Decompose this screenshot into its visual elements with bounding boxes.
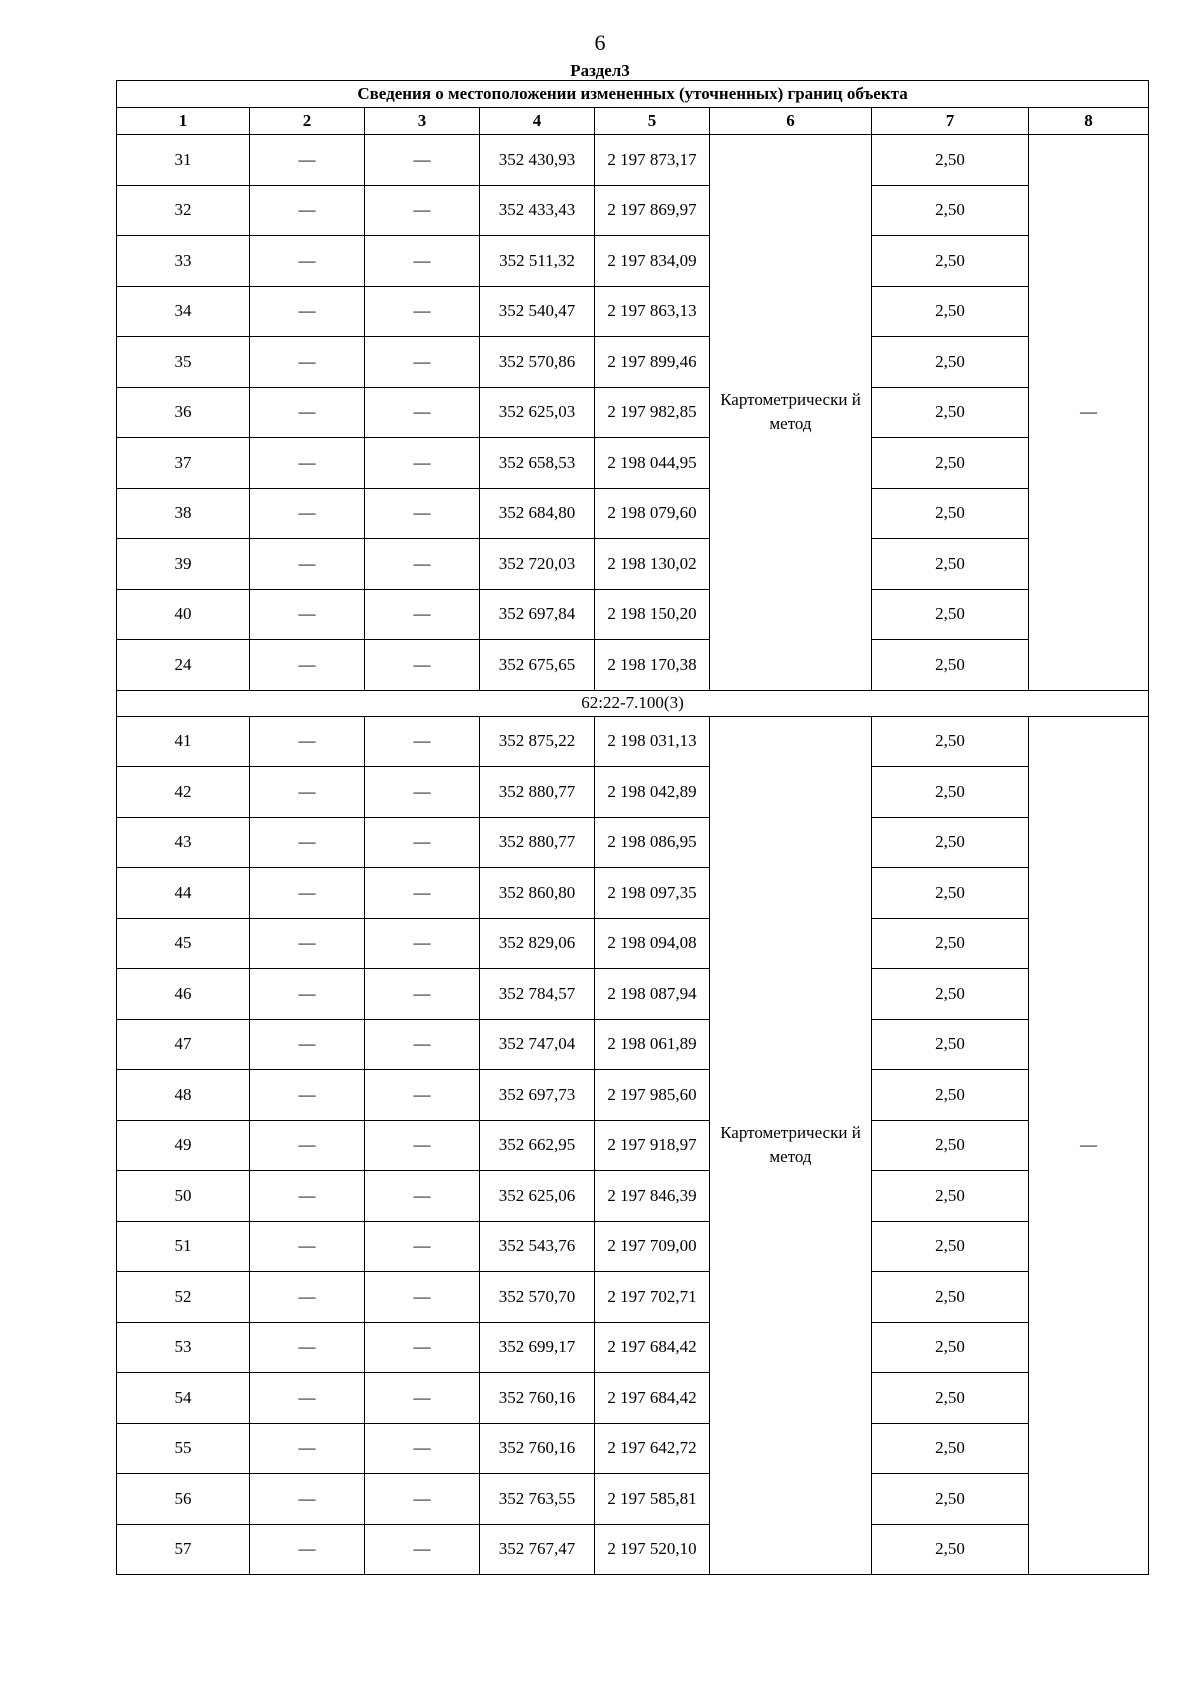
column-3-cell: — (365, 438, 480, 489)
coordinates-table (116, 80, 1149, 1575)
y-coordinate-cell: 2 197 520,10 (595, 1524, 710, 1575)
point-number-cell: 52 (117, 1272, 250, 1323)
point-number-cell: 45 (117, 918, 250, 969)
column-2-cell: — (250, 286, 365, 337)
accuracy-cell: 2,50 (872, 185, 1029, 236)
column-2-cell: — (250, 1120, 365, 1171)
point-number-cell: 56 (117, 1474, 250, 1525)
accuracy-cell: 2,50 (872, 1120, 1029, 1171)
column-2-cell: — (250, 236, 365, 287)
column-3-cell: — (365, 236, 480, 287)
point-number-cell: 48 (117, 1070, 250, 1121)
y-coordinate-cell: 2 197 982,85 (595, 387, 710, 438)
accuracy-cell: 2,50 (872, 236, 1029, 287)
table-row (117, 640, 1149, 691)
column-2-cell: — (250, 1272, 365, 1323)
column-8-cell: — (1029, 716, 1149, 1575)
accuracy-cell: 2,50 (872, 918, 1029, 969)
accuracy-cell: 2,50 (872, 286, 1029, 337)
y-coordinate-cell: 2 198 042,89 (595, 767, 710, 818)
column-2-cell: — (250, 488, 365, 539)
column-3-cell: — (365, 1019, 480, 1070)
x-coordinate-cell: 352 662,95 (480, 1120, 595, 1171)
y-coordinate-cell: 2 197 846,39 (595, 1171, 710, 1222)
column-2-cell: — (250, 185, 365, 236)
column-2-cell: — (250, 135, 365, 186)
point-number-cell: 24 (117, 640, 250, 691)
table-row (117, 539, 1149, 590)
x-coordinate-cell: 352 430,93 (480, 135, 595, 186)
column-number-header: 2 (250, 108, 365, 135)
column-number-header: 3 (365, 108, 480, 135)
y-coordinate-cell: 2 197 918,97 (595, 1120, 710, 1171)
y-coordinate-cell: 2 197 642,72 (595, 1423, 710, 1474)
column-3-cell: — (365, 817, 480, 868)
table-row (117, 716, 1149, 767)
point-number-cell: 57 (117, 1524, 250, 1575)
x-coordinate-cell: 352 767,47 (480, 1524, 595, 1575)
accuracy-cell: 2,50 (872, 817, 1029, 868)
table-row (117, 1019, 1149, 1070)
accuracy-cell: 2,50 (872, 716, 1029, 767)
x-coordinate-cell: 352 747,04 (480, 1019, 595, 1070)
table-row (117, 868, 1149, 919)
column-3-cell: — (365, 1373, 480, 1424)
column-2-cell: — (250, 716, 365, 767)
point-number-cell: 47 (117, 1019, 250, 1070)
table-row (117, 817, 1149, 868)
x-coordinate-cell: 352 829,06 (480, 918, 595, 969)
x-coordinate-cell: 352 625,06 (480, 1171, 595, 1222)
column-3-cell: — (365, 767, 480, 818)
x-coordinate-cell: 352 570,70 (480, 1272, 595, 1323)
column-3-cell: — (365, 185, 480, 236)
point-number-cell: 49 (117, 1120, 250, 1171)
column-number-header: 1 (117, 108, 250, 135)
table-row (117, 337, 1149, 388)
accuracy-cell: 2,50 (872, 640, 1029, 691)
y-coordinate-cell: 2 198 150,20 (595, 589, 710, 640)
column-3-cell: — (365, 918, 480, 969)
point-number-cell: 33 (117, 236, 250, 287)
y-coordinate-cell: 2 197 834,09 (595, 236, 710, 287)
point-number-cell: 39 (117, 539, 250, 590)
accuracy-cell: 2,50 (872, 868, 1029, 919)
point-number-cell: 36 (117, 387, 250, 438)
x-coordinate-cell: 352 540,47 (480, 286, 595, 337)
x-coordinate-cell: 352 760,16 (480, 1373, 595, 1424)
section-title: Раздел3 (570, 61, 630, 80)
x-coordinate-cell: 352 784,57 (480, 969, 595, 1020)
table-row (117, 1221, 1149, 1272)
column-2-cell: — (250, 539, 365, 590)
column-3-cell: — (365, 1423, 480, 1474)
point-number-cell: 53 (117, 1322, 250, 1373)
point-number-cell: 40 (117, 589, 250, 640)
y-coordinate-cell: 2 198 094,08 (595, 918, 710, 969)
x-coordinate-cell: 352 697,84 (480, 589, 595, 640)
column-number-header: 8 (1029, 108, 1149, 135)
accuracy-cell: 2,50 (872, 1019, 1029, 1070)
x-coordinate-cell: 352 625,03 (480, 387, 595, 438)
accuracy-cell: 2,50 (872, 438, 1029, 489)
column-3-cell: — (365, 716, 480, 767)
accuracy-cell: 2,50 (872, 1272, 1029, 1323)
column-2-cell: — (250, 767, 365, 818)
column-2-cell: — (250, 640, 365, 691)
x-coordinate-cell: 352 675,65 (480, 640, 595, 691)
point-number-cell: 44 (117, 868, 250, 919)
point-number-cell: 37 (117, 438, 250, 489)
x-coordinate-cell: 352 880,77 (480, 767, 595, 818)
point-number-cell: 35 (117, 337, 250, 388)
y-coordinate-cell: 2 198 044,95 (595, 438, 710, 489)
table-body (117, 135, 1149, 1575)
y-coordinate-cell: 2 197 702,71 (595, 1272, 710, 1323)
accuracy-cell: 2,50 (872, 1474, 1029, 1525)
table-row (117, 1272, 1149, 1323)
table-row (117, 135, 1149, 186)
y-coordinate-cell: 2 198 087,94 (595, 969, 710, 1020)
column-3-cell: — (365, 1120, 480, 1171)
column-3-cell: — (365, 337, 480, 388)
table-row (117, 488, 1149, 539)
x-coordinate-cell: 352 684,80 (480, 488, 595, 539)
x-coordinate-cell: 352 570,86 (480, 337, 595, 388)
table-row (117, 589, 1149, 640)
y-coordinate-cell: 2 198 086,95 (595, 817, 710, 868)
point-number-cell: 50 (117, 1171, 250, 1222)
column-3-cell: — (365, 969, 480, 1020)
y-coordinate-cell: 2 197 684,42 (595, 1322, 710, 1373)
point-number-cell: 43 (117, 817, 250, 868)
column-3-cell: — (365, 640, 480, 691)
column-3-cell: — (365, 1272, 480, 1323)
accuracy-cell: 2,50 (872, 1070, 1029, 1121)
point-number-cell: 54 (117, 1373, 250, 1424)
column-2-cell: — (250, 1322, 365, 1373)
column-3-cell: — (365, 1524, 480, 1575)
x-coordinate-cell: 352 543,76 (480, 1221, 595, 1272)
column-number-row (117, 108, 1149, 135)
column-2-cell: — (250, 337, 365, 388)
column-3-cell: — (365, 1221, 480, 1272)
table-caption: Сведения о местоположении измененных (уточненных) границ объекта (117, 81, 1149, 108)
accuracy-cell: 2,50 (872, 1524, 1029, 1575)
y-coordinate-cell: 2 197 869,97 (595, 185, 710, 236)
accuracy-cell: 2,50 (872, 387, 1029, 438)
y-coordinate-cell: 2 198 031,13 (595, 716, 710, 767)
method-cell: Картометрически й метод (710, 135, 872, 691)
column-3-cell: — (365, 387, 480, 438)
column-3-cell: — (365, 1474, 480, 1525)
column-2-cell: — (250, 1524, 365, 1575)
column-2-cell: — (250, 1221, 365, 1272)
table-row (117, 918, 1149, 969)
column-2-cell: — (250, 1070, 365, 1121)
column-2-cell: — (250, 1019, 365, 1070)
x-coordinate-cell: 352 860,80 (480, 868, 595, 919)
y-coordinate-cell: 2 198 130,02 (595, 539, 710, 590)
column-2-cell: — (250, 387, 365, 438)
y-coordinate-cell: 2 197 863,13 (595, 286, 710, 337)
accuracy-cell: 2,50 (872, 1322, 1029, 1373)
x-coordinate-cell: 352 720,03 (480, 539, 595, 590)
column-2-cell: — (250, 918, 365, 969)
column-3-cell: — (365, 868, 480, 919)
column-number-header: 6 (710, 108, 872, 135)
y-coordinate-cell: 2 197 709,00 (595, 1221, 710, 1272)
accuracy-cell: 2,50 (872, 1423, 1029, 1474)
y-coordinate-cell: 2 197 899,46 (595, 337, 710, 388)
table-row (117, 1524, 1149, 1575)
y-coordinate-cell: 2 198 079,60 (595, 488, 710, 539)
point-number-cell: 34 (117, 286, 250, 337)
accuracy-cell: 2,50 (872, 337, 1029, 388)
point-number-cell: 38 (117, 488, 250, 539)
table-row (117, 767, 1149, 818)
x-coordinate-cell: 352 760,16 (480, 1423, 595, 1474)
accuracy-cell: 2,50 (872, 135, 1029, 186)
table-row (117, 185, 1149, 236)
x-coordinate-cell: 352 880,77 (480, 817, 595, 868)
table-row (117, 1322, 1149, 1373)
x-coordinate-cell: 352 697,73 (480, 1070, 595, 1121)
table-row (117, 1070, 1149, 1121)
point-number-cell: 42 (117, 767, 250, 818)
table-row (117, 1120, 1149, 1171)
column-2-cell: — (250, 1423, 365, 1474)
column-number-header: 5 (595, 108, 710, 135)
x-coordinate-cell: 352 511,32 (480, 236, 595, 287)
table-row (117, 387, 1149, 438)
accuracy-cell: 2,50 (872, 488, 1029, 539)
x-coordinate-cell: 352 699,17 (480, 1322, 595, 1373)
column-3-cell: — (365, 1070, 480, 1121)
column-2-cell: — (250, 1474, 365, 1525)
y-coordinate-cell: 2 197 585,81 (595, 1474, 710, 1525)
y-coordinate-cell: 2 198 061,89 (595, 1019, 710, 1070)
method-cell: Картометрически й метод (710, 716, 872, 1575)
column-2-cell: — (250, 817, 365, 868)
column-3-cell: — (365, 1322, 480, 1373)
accuracy-cell: 2,50 (872, 539, 1029, 590)
x-coordinate-cell: 352 875,22 (480, 716, 595, 767)
column-number-header: 7 (872, 108, 1029, 135)
accuracy-cell: 2,50 (872, 1221, 1029, 1272)
column-2-cell: — (250, 1373, 365, 1424)
column-2-cell: — (250, 438, 365, 489)
column-3-cell: — (365, 286, 480, 337)
column-8-cell: — (1029, 135, 1149, 691)
column-3-cell: — (365, 539, 480, 590)
column-2-cell: — (250, 969, 365, 1020)
accuracy-cell: 2,50 (872, 1171, 1029, 1222)
point-number-cell: 55 (117, 1423, 250, 1474)
table-row (117, 1474, 1149, 1525)
group-label-row (117, 690, 1149, 716)
column-3-cell: — (365, 589, 480, 640)
column-number-header: 4 (480, 108, 595, 135)
accuracy-cell: 2,50 (872, 589, 1029, 640)
table-row (117, 1423, 1149, 1474)
column-3-cell: — (365, 488, 480, 539)
y-coordinate-cell: 2 198 097,35 (595, 868, 710, 919)
y-coordinate-cell: 2 198 170,38 (595, 640, 710, 691)
table-row (117, 438, 1149, 489)
table-row (117, 969, 1149, 1020)
y-coordinate-cell: 2 197 985,60 (595, 1070, 710, 1121)
accuracy-cell: 2,50 (872, 1373, 1029, 1424)
column-2-cell: — (250, 1171, 365, 1222)
table-row (117, 1171, 1149, 1222)
page-number: 6 (594, 30, 606, 55)
point-number-cell: 32 (117, 185, 250, 236)
x-coordinate-cell: 352 763,55 (480, 1474, 595, 1525)
y-coordinate-cell: 2 197 873,17 (595, 135, 710, 186)
point-number-cell: 51 (117, 1221, 250, 1272)
accuracy-cell: 2,50 (872, 969, 1029, 1020)
point-number-cell: 46 (117, 969, 250, 1020)
y-coordinate-cell: 2 197 684,42 (595, 1373, 710, 1424)
column-2-cell: — (250, 589, 365, 640)
table-row (117, 236, 1149, 287)
x-coordinate-cell: 352 658,53 (480, 438, 595, 489)
table-row (117, 286, 1149, 337)
column-2-cell: — (250, 868, 365, 919)
x-coordinate-cell: 352 433,43 (480, 185, 595, 236)
point-number-cell: 41 (117, 716, 250, 767)
column-3-cell: — (365, 1171, 480, 1222)
point-number-cell: 31 (117, 135, 250, 186)
group-label: 62:22-7.100(3) (117, 690, 1149, 716)
accuracy-cell: 2,50 (872, 767, 1029, 818)
table-row (117, 1373, 1149, 1424)
column-3-cell: — (365, 135, 480, 186)
